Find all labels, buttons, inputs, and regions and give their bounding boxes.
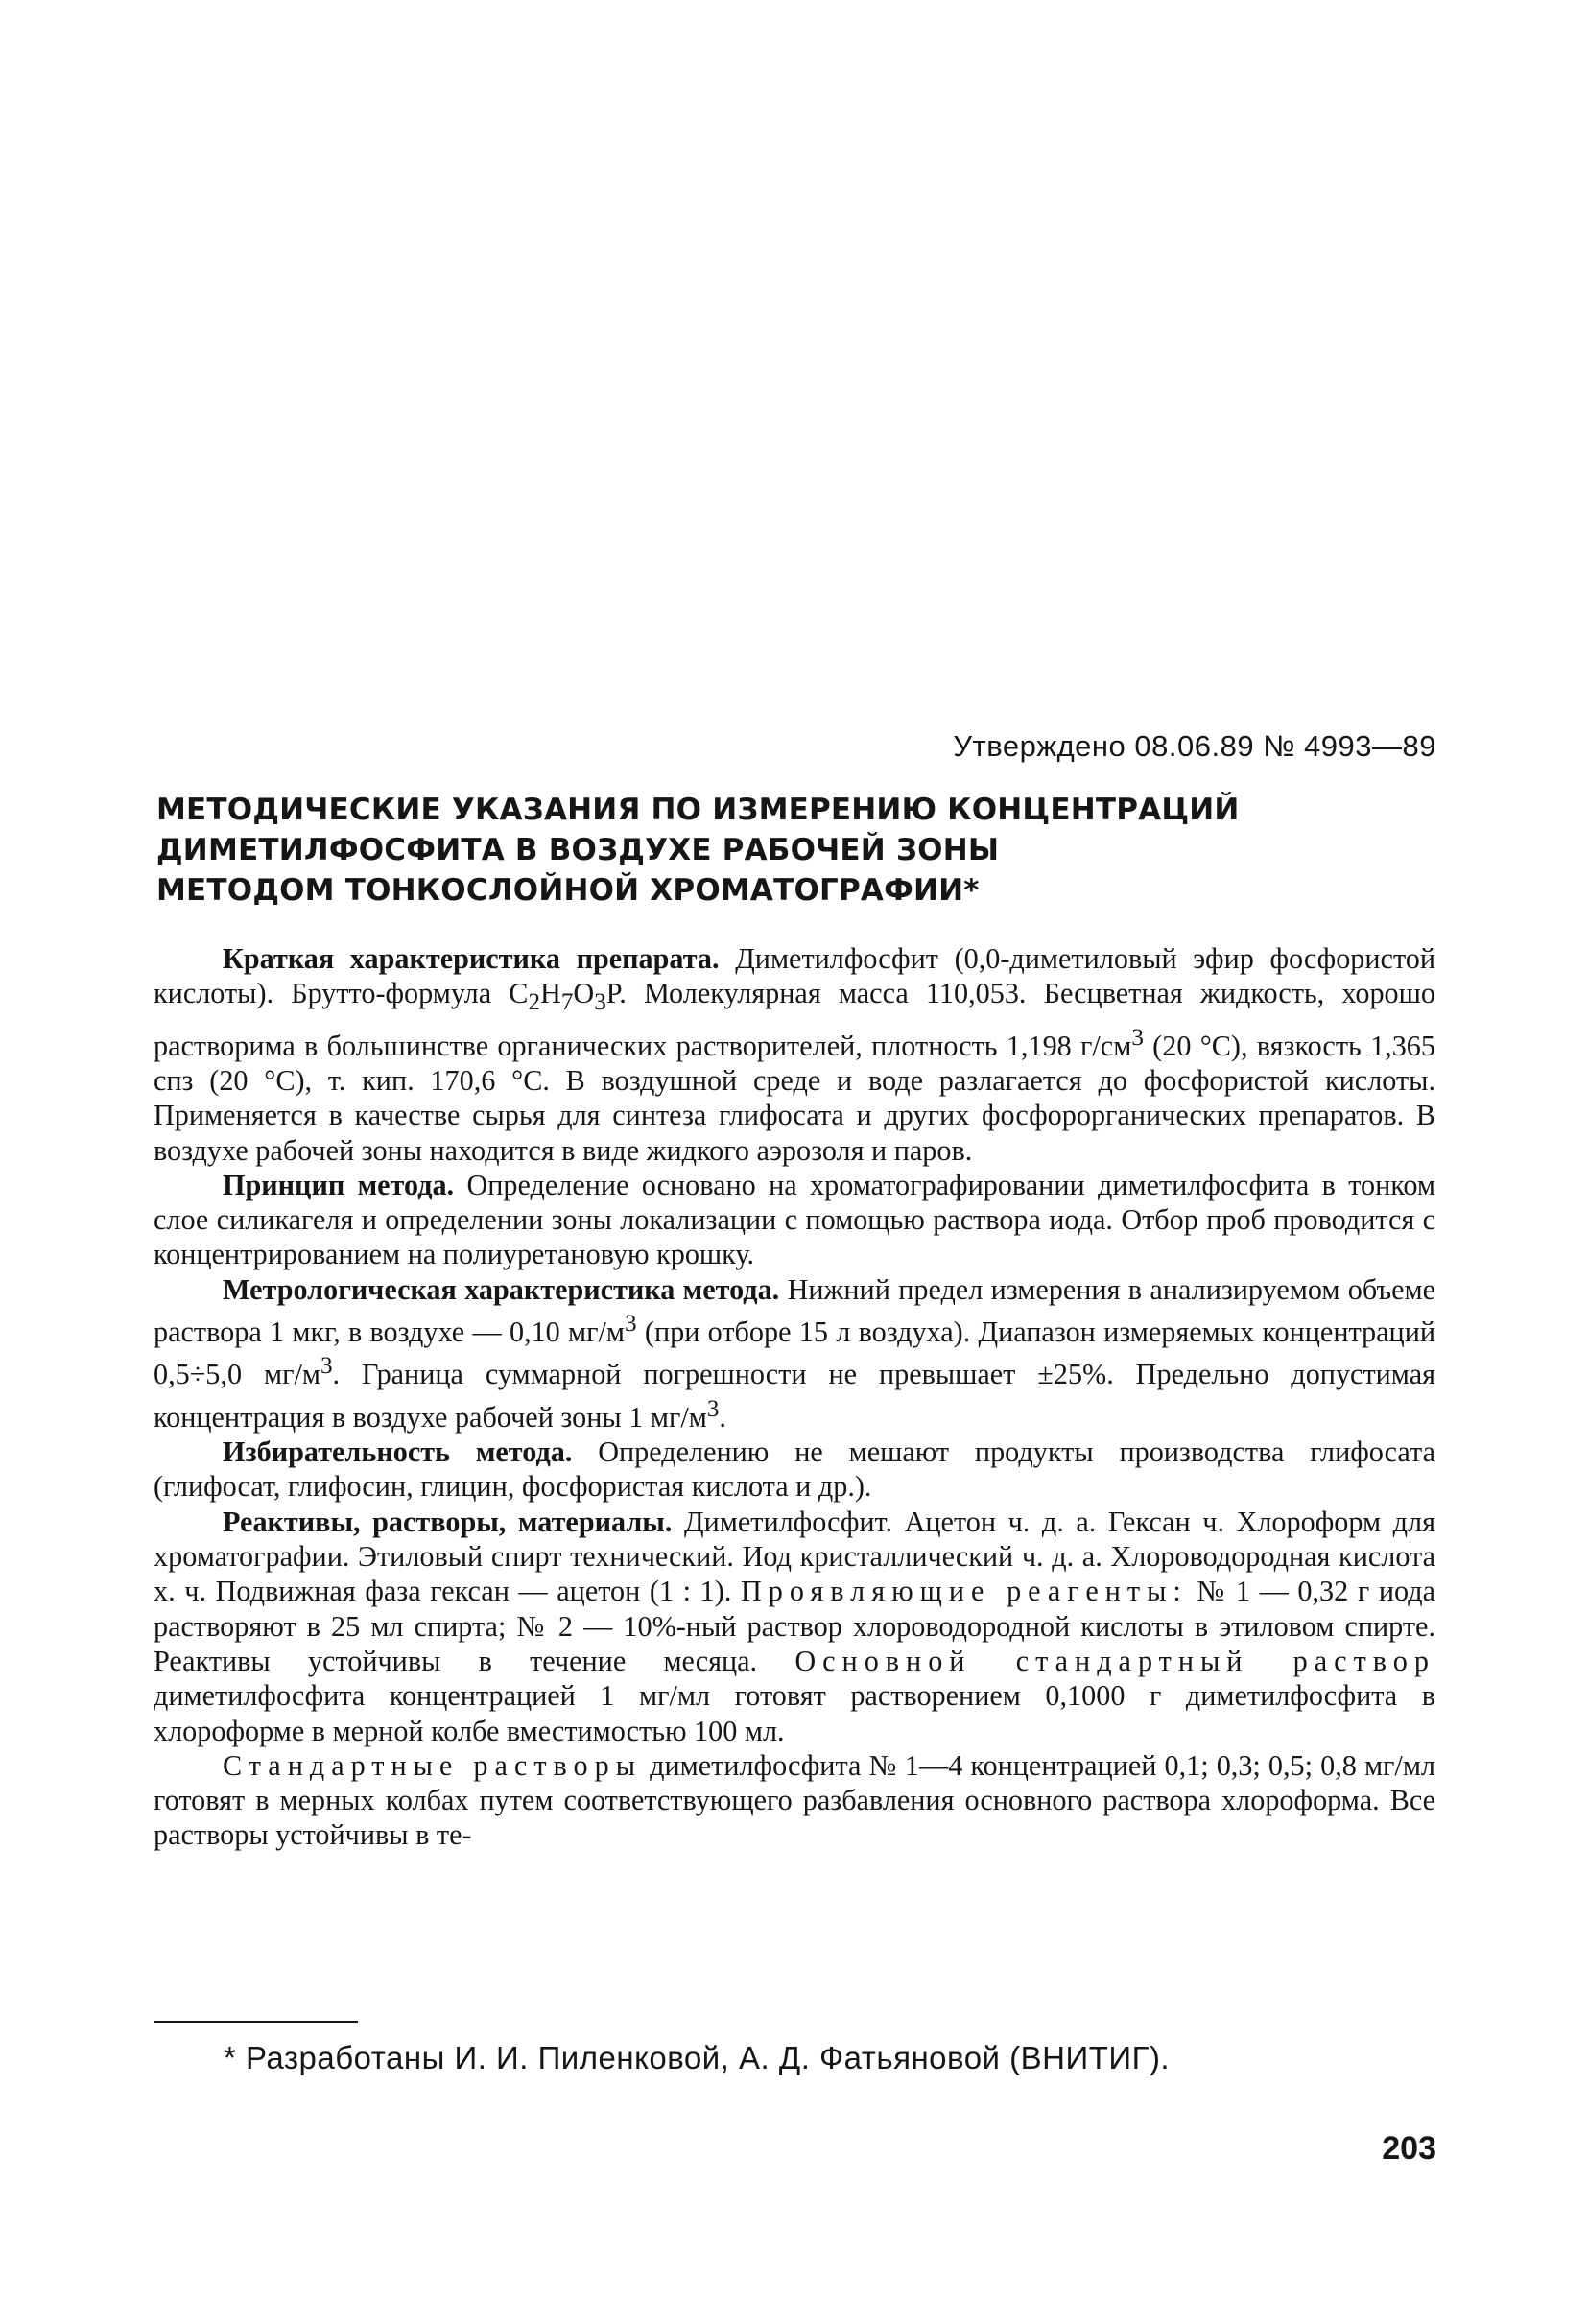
spaced-term: Основной стандартный раствор bbox=[794, 1644, 1435, 1677]
title-line: ДИМЕТИЛФОСФИТА В ВОЗДУХЕ РАБОЧЕЙ ЗОНЫ bbox=[156, 833, 1000, 867]
document-body bbox=[154, 941, 1435, 1853]
spaced-term: Стандартные растворы bbox=[223, 1748, 643, 1782]
paragraph-heading: Принцип метода. bbox=[223, 1168, 455, 1201]
page-number: 203 bbox=[1382, 2130, 1436, 2167]
paragraph-heading: Реактивы, растворы, материалы. bbox=[223, 1505, 673, 1538]
paragraph-metrology: Метрологическая характеристика метода. Нижний предел измерения в анализируемом объеме раствора 1 мкг, в воздухе — 0,10 $мг/м^3$ (при отборе 15 л воздуха). Диапазон измеряемых концентраций 0,5÷5,0 $мг/м^3$. Граница суммарной погрешности не превышает ±25%. Предельно допустимая концентрация в воздухе рабочей зоны 1 $мг/м^3$. bbox=[154, 1272, 1436, 1434]
paragraph-standard-solutions: Стандартные растворы диметилфосфита № 1—4 концентрацией 0,1; 0,3; 0,5; 0,8 мг/мл готовят в мерных колбах путем соответствующего разбавления основного раствора хлороформа. Все растворы устойчивы в те- bbox=[154, 1748, 1435, 1852]
document-title bbox=[156, 790, 1404, 911]
paragraph-heading: Избирательность метода. bbox=[223, 1435, 573, 1469]
paragraph-heading: Метрологическая характеристика метода. bbox=[223, 1272, 780, 1306]
paragraph-brief-characteristics: Краткая характеристика препарата. Диметилфосфит (0,0-диметиловый эфир фосфористой кислоты). Брутто-формула $C_2H_7O_3P$. Молекулярная масса 110,053. Бесцветная жидкость, хорошо растворима в большинстве органических растворителей, плотность 1,198 $г/см^3$ (20 °C), вязкость 1,365 спз (20 °C), т. кип. 170,6 °C. В воздушной среде и воде разлагается до фосфористой кислоты. Применяется в качестве сырья для синтеза глифосата и других фосфорорганических препаратов. В воздухе рабочей зоны находится в виде жидкого аэрозоля и паров. bbox=[154, 942, 1435, 1167]
footnote: * Разработаны И. И. Пиленковой, А. Д. Фатьяновой (ВНИТИГ). bbox=[224, 2040, 1171, 2075]
title-line: МЕТОДИЧЕСКИЕ УКАЗАНИЯ ПО ИЗМЕРЕНИЮ КОНЦЕНТРАЦИЙ bbox=[156, 793, 1240, 827]
spaced-term: Проявляющие реагенты: bbox=[741, 1575, 1188, 1608]
paragraph-method-principle: Принцип метода. Определение основано на хроматографировании диметилфосфита в тонком слое силикагеля и определении зоны локализации с помощью раствора иода. Отбор проб проводится с концентрированием на полиуретановую крошку. bbox=[154, 1168, 1435, 1271]
paragraph-selectivity: Избирательность метода. Определению не мешают продукты производства глифосата (глифосат, глифосин, глицин, фосфористая кислота и др.). bbox=[154, 1435, 1435, 1504]
paragraph-reagents: Реактивы, растворы, материалы. Диметилфосфит. Ацетон ч. д. а. Гексан ч. Хлороформ для хроматографии. Этиловый спирт технический. Иод кристаллический ч. д. а. Хлороводородная кислота х. ч. Подвижная фаза гексан — ацетон (1 : 1). Проявляющие реагенты: № 1 — 0,32 г иода растворяют в 25 мл спирта; № 2 — 10%-ный раствор хлороводородной кислоты в этиловом спирте. Реактивы устойчивы в течение месяца. Основной стандартный раствор диметилфосфита концентрацией 1 мг/мл готовят растворением 0,1000 г диметилфосфита в хлороформе в мерной колбе вместимостью 100 мл. bbox=[154, 1505, 1435, 1747]
footnote-divider bbox=[154, 2021, 358, 2023]
paragraph-heading: Краткая характеристика препарата. bbox=[223, 942, 720, 975]
title-line: МЕТОДОМ ТОНКОСЛОЙНОЙ ХРОМАТОГРАФИИ* bbox=[156, 873, 980, 908]
approval-line: Утверждено 08.06.89 № 4993—89 bbox=[953, 729, 1436, 763]
